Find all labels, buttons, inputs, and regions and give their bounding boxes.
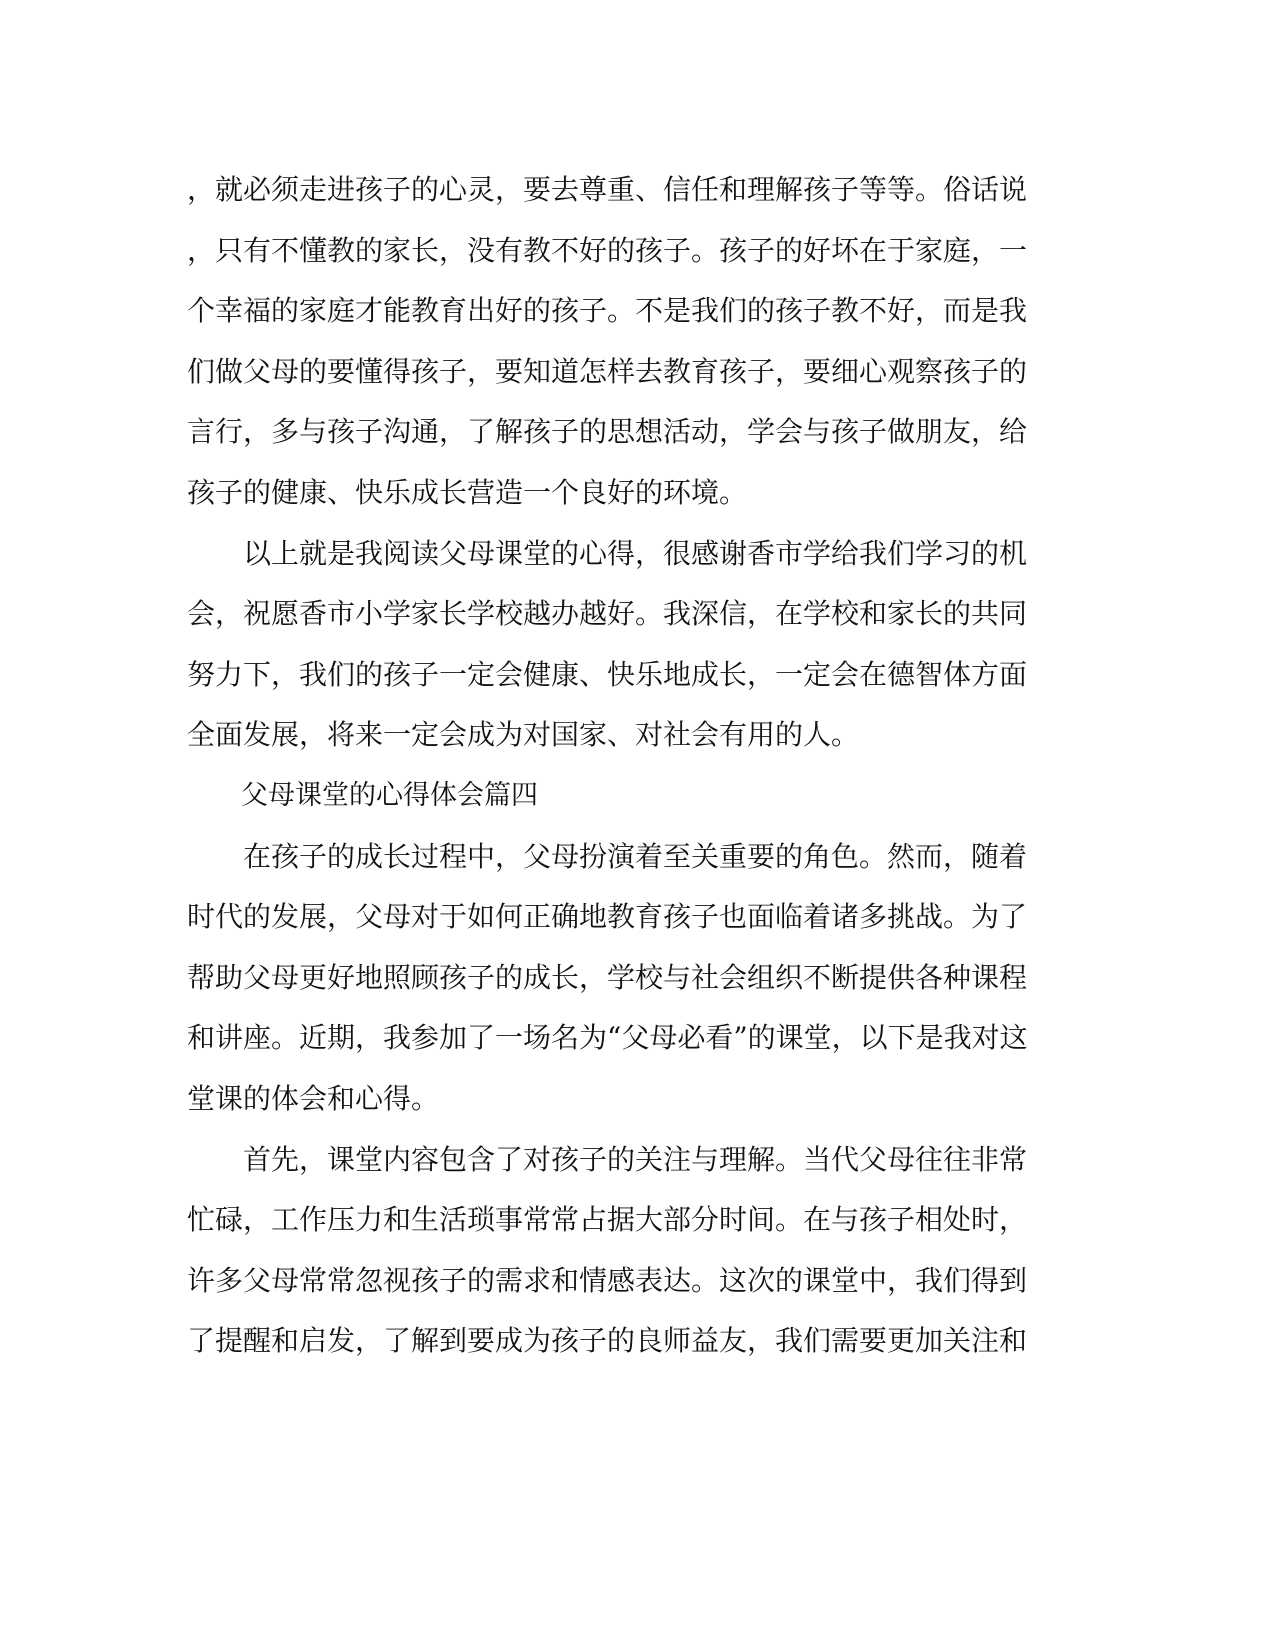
text-line: 言行，多与孩子沟通，了解孩子的思想活动，学会与孩子做朋友，给	[187, 415, 1028, 449]
text-line: ，只有不懂教的家长，没有教不好的孩子。孩子的好坏在于家庭，一	[187, 233, 1028, 267]
text-line: 时代的发展，父母对于如何正确地教育孩子也面临着诸多挑战。为了	[187, 900, 1028, 934]
text-line: ，就必须走进孩子的心灵，要去尊重、信任和理解孩子等等。俗话说	[187, 173, 1028, 206]
text-line: 孩子的健康、快乐成长营造一个良好的环境。	[187, 475, 748, 509]
text-line: 首先，课堂内容包含了对孩子的关注与理解。当代父母往往非常	[187, 1142, 1028, 1176]
text-line: 努力下，我们的孩子一定会健康、快乐地成长，一定会在德智体方面	[187, 657, 1028, 691]
text-line: 个幸福的家庭才能教育出好的孩子。不是我们的孩子教不好，而是我	[187, 294, 1028, 328]
text-line: 在孩子的成长过程中，父母扮演着至关重要的角色。然而，随着	[187, 839, 1028, 873]
paragraph	[187, 827, 1087, 1130]
text-line: 全面发展，将来一定会成为对国家、对社会有用的人。	[187, 718, 860, 752]
text-line: 们做父母的要懂得孩子，要知道怎样去教育孩子，要细心观察孩子的	[187, 354, 1028, 388]
paragraph	[187, 524, 1087, 766]
text-line: 了提醒和启发，了解到要成为孩子的良师益友，我们需要更加关注和	[187, 1324, 1028, 1358]
paragraph	[187, 160, 1087, 524]
text-line: 堂课的体会和心得。	[187, 1081, 440, 1115]
text-line: 许多父母常常忽视孩子的需求和情感表达。这次的课堂中，我们得到	[187, 1263, 1028, 1297]
text-line: 以上就是我阅读父母课堂的心得，很感谢香市学给我们学习的机	[187, 536, 1028, 570]
text-line: 会，祝愿香市小学家长学校越办越好。我深信，在学校和家长的共同	[187, 597, 1028, 631]
section-heading	[187, 766, 1087, 827]
text-line: 忙碌，工作压力和生活琐事常常占据大部分时间。在与孩子相处时，	[187, 1203, 1028, 1237]
section-heading-text: 父母课堂的心得体会篇四	[187, 779, 538, 811]
paragraph	[187, 1130, 1087, 1372]
text-line: 帮助父母更好地照顾孩子的成长，学校与社会组织不断提供各种课程	[187, 960, 1028, 994]
document-body	[187, 160, 1087, 1372]
text-line: 和讲座。近期，我参加了一场名为“父母必看”的课堂，以下是我对这	[187, 1021, 1028, 1055]
